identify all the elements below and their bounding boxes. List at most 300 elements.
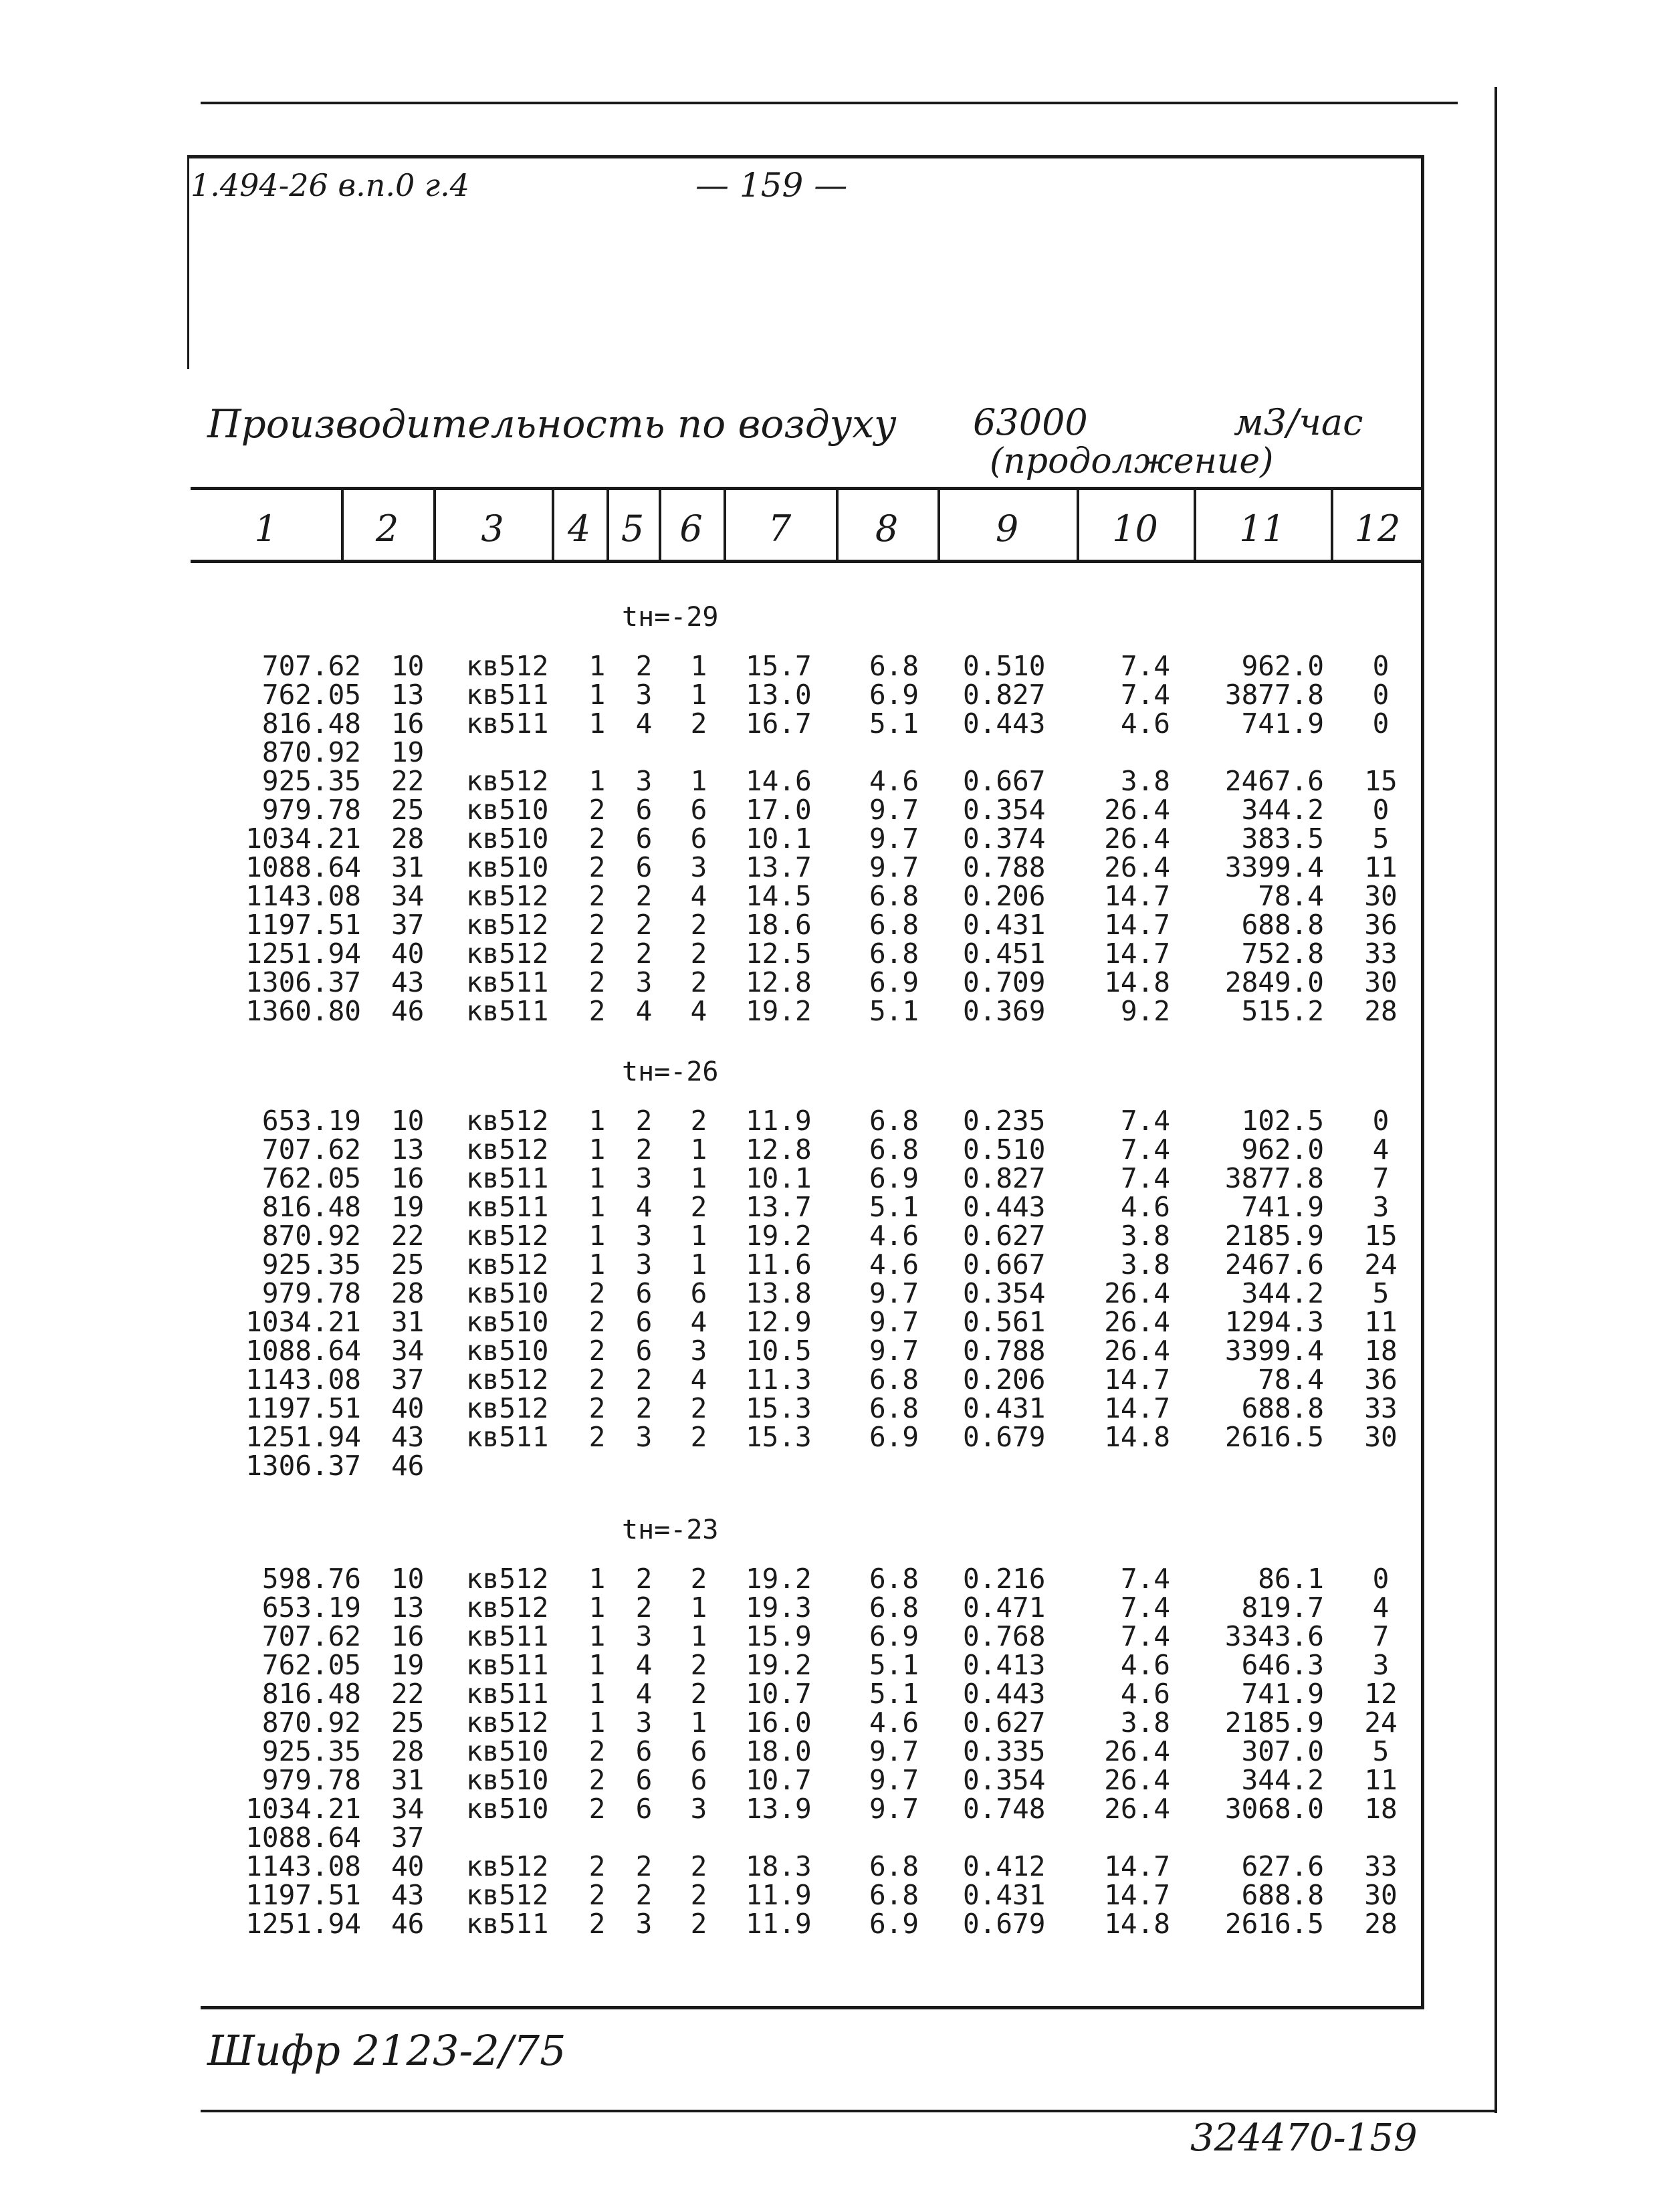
table-cell-col-4: 1 <box>588 1678 606 1710</box>
table-cell-col-6: 1 <box>690 1220 707 1252</box>
table-cell-col-3: кв510 <box>466 1306 549 1338</box>
table-cell-col-10: 7.4 <box>1120 1105 1170 1137</box>
table-cell-col-11: 2616.5 <box>1224 1421 1324 1453</box>
table-cell-col-1: 1251.94 <box>245 1908 361 1940</box>
table-cell-col-5: 2 <box>635 937 653 970</box>
table-cell-col-11: 78.4 <box>1258 880 1324 912</box>
table-cell-col-6: 2 <box>690 966 707 998</box>
table-cell-col-7: 13.7 <box>746 1191 812 1223</box>
table-cell-col-4: 1 <box>588 765 606 797</box>
table-cell-col-6: 1 <box>690 1620 707 1652</box>
table-cell-col-6: 1 <box>690 650 707 682</box>
table-cell-col-2: 13 <box>391 679 425 711</box>
table-cell-col-1: 1360.80 <box>245 995 361 1027</box>
table-cell-col-10: 4.6 <box>1120 1678 1170 1710</box>
table-cell-col-5: 2 <box>635 880 653 912</box>
table-cell-col-8: 9.7 <box>869 1793 919 1825</box>
table-cell-col-9: 0.335 <box>963 1735 1046 1767</box>
table-cell-col-4: 1 <box>588 1649 606 1681</box>
table-cell-col-6: 6 <box>690 794 707 826</box>
table-cell-col-11: 344.2 <box>1241 794 1324 826</box>
table-cell-col-5: 4 <box>635 1191 653 1223</box>
table-row <box>0 1250 1659 1279</box>
table-row <box>0 1565 1659 1593</box>
col-header-9: 9 <box>995 507 1019 550</box>
table-cell-col-7: 18.6 <box>746 909 812 941</box>
table-cell-col-6: 1 <box>690 1248 707 1281</box>
table-cell-col-11: 78.4 <box>1258 1363 1324 1396</box>
table-header-bottom-rule <box>191 560 1424 563</box>
table-cell-col-3: кв512 <box>466 909 549 941</box>
table-cell-col-9: 0.431 <box>963 909 1046 941</box>
table-cell-col-2: 16 <box>391 1620 425 1652</box>
table-cell-col-9: 0.748 <box>963 1793 1046 1825</box>
table-cell-col-8: 6.8 <box>869 1850 919 1882</box>
table-cell-col-2: 10 <box>391 650 425 682</box>
table-cell-col-10: 14.7 <box>1104 1392 1170 1424</box>
table-cell-col-9: 0.443 <box>963 1678 1046 1710</box>
table-row <box>0 1423 1659 1452</box>
table-cell-col-10: 7.4 <box>1120 1563 1170 1595</box>
table-cell-col-6: 1 <box>690 1591 707 1624</box>
table-cell-col-2: 31 <box>391 1764 425 1796</box>
table-cell-col-7: 11.9 <box>746 1908 812 1940</box>
table-cell-col-2: 34 <box>391 1793 425 1825</box>
table-cell-col-6: 2 <box>690 1649 707 1681</box>
table-cell-col-4: 2 <box>588 880 606 912</box>
table-cell-col-2: 25 <box>391 1248 425 1281</box>
table-cell-col-2: 25 <box>391 1706 425 1739</box>
table-cell-col-11: 344.2 <box>1241 1764 1324 1796</box>
table-cell-col-12: 15 <box>1364 1220 1398 1252</box>
cipher-code: Шифр 2123-2/75 <box>207 2026 566 2075</box>
table-cell-col-2: 22 <box>391 1678 425 1710</box>
frame-left-edge <box>187 155 189 369</box>
table-cell-col-5: 3 <box>635 1908 653 1940</box>
table-cell-col-1: 925.35 <box>261 1735 361 1767</box>
table-cell-col-8: 6.9 <box>869 1908 919 1940</box>
table-cell-col-9: 0.561 <box>963 1306 1046 1338</box>
table-cell-col-3: кв512 <box>466 1879 549 1911</box>
table-cell-col-10: 14.7 <box>1104 909 1170 941</box>
top-rule <box>201 102 1458 104</box>
table-cell-col-2: 34 <box>391 1335 425 1367</box>
table-cell-col-8: 6.8 <box>869 650 919 682</box>
table-cell-col-12: 0 <box>1372 1105 1390 1137</box>
table-cell-col-9: 0.443 <box>963 707 1046 740</box>
table-cell-col-10: 14.7 <box>1104 880 1170 912</box>
table-cell-col-7: 12.5 <box>746 937 812 970</box>
table-cell-col-1: 1034.21 <box>245 1793 361 1825</box>
continuation-note: (продолжение) <box>990 441 1274 481</box>
table-cell-col-8: 9.7 <box>869 1277 919 1309</box>
table-cell-col-9: 0.627 <box>963 1220 1046 1252</box>
table-cell-col-4: 2 <box>588 1392 606 1424</box>
doc-reference: 1.494-26 в.п.0 г.4 <box>191 167 470 203</box>
table-cell-col-9: 0.788 <box>963 851 1046 883</box>
table-cell-col-5: 3 <box>635 1706 653 1739</box>
table-cell-col-6: 6 <box>690 1277 707 1309</box>
table-cell-col-7: 13.9 <box>746 1793 812 1825</box>
table-cell-col-10: 3.8 <box>1120 1220 1170 1252</box>
table-cell-col-3: кв511 <box>466 1620 549 1652</box>
table-cell-col-11: 1294.3 <box>1224 1306 1324 1338</box>
table-cell-col-5: 2 <box>635 650 653 682</box>
table-cell-col-2: 10 <box>391 1105 425 1137</box>
table-row <box>0 1910 1659 1939</box>
table-cell-col-9: 0.354 <box>963 1764 1046 1796</box>
archive-number: 324470-159 <box>1190 2116 1418 2160</box>
table-cell-col-8: 4.6 <box>869 1248 919 1281</box>
table-cell-col-3: кв512 <box>466 1133 549 1166</box>
table-row <box>0 939 1659 968</box>
table-cell-col-7: 19.2 <box>746 995 812 1027</box>
frame-bottom <box>201 2006 1424 2009</box>
table-cell-col-9: 0.431 <box>963 1879 1046 1911</box>
table-cell-col-5: 2 <box>635 1105 653 1137</box>
table-cell-col-3: кв512 <box>466 1706 549 1739</box>
table-cell-col-5: 2 <box>635 1879 653 1911</box>
table-cell-col-6: 1 <box>690 1162 707 1194</box>
table-cell-col-8: 6.8 <box>869 1591 919 1624</box>
table-row <box>0 1680 1659 1708</box>
table-cell-col-1: 979.78 <box>261 794 361 826</box>
table-cell-col-10: 3.8 <box>1120 765 1170 797</box>
table-cell-col-10: 14.7 <box>1104 1879 1170 1911</box>
table-cell-col-4: 1 <box>588 1191 606 1223</box>
table-cell-col-7: 13.8 <box>746 1277 812 1309</box>
table-cell-col-4: 1 <box>588 1105 606 1137</box>
table-cell-col-8: 6.9 <box>869 1162 919 1194</box>
table-cell-col-5: 2 <box>635 909 653 941</box>
table-cell-col-12: 33 <box>1364 937 1398 970</box>
table-cell-col-3: кв511 <box>466 1162 549 1194</box>
table-row <box>0 1394 1659 1423</box>
table-cell-col-11: 646.3 <box>1241 1649 1324 1681</box>
table-cell-col-12: 11 <box>1364 1306 1398 1338</box>
table-row <box>0 1881 1659 1910</box>
table-cell-col-3: кв510 <box>466 1764 549 1796</box>
table-row <box>0 709 1659 738</box>
table-row <box>0 1651 1659 1680</box>
table-cell-col-3: кв511 <box>466 995 549 1027</box>
table-cell-col-1: 1088.64 <box>245 1821 361 1854</box>
table-cell-col-11: 307.0 <box>1241 1735 1324 1767</box>
table-cell-col-5: 6 <box>635 1735 653 1767</box>
table-cell-col-11: 627.6 <box>1241 1850 1324 1882</box>
table-cell-col-4: 2 <box>588 1735 606 1767</box>
table-cell-col-9: 0.443 <box>963 1191 1046 1223</box>
col-header-1: 1 <box>254 507 278 550</box>
table-cell-col-5: 2 <box>635 1392 653 1424</box>
table-cell-col-5: 2 <box>635 1850 653 1882</box>
table-cell-col-1: 925.35 <box>261 765 361 797</box>
table-cell-col-9: 0.369 <box>963 995 1046 1027</box>
table-cell-col-6: 2 <box>690 909 707 941</box>
table-cell-col-10: 14.7 <box>1104 1850 1170 1882</box>
table-cell-col-5: 2 <box>635 1363 653 1396</box>
table-cell-col-2: 19 <box>391 736 425 768</box>
table-cell-col-7: 11.6 <box>746 1248 812 1281</box>
table-cell-col-12: 3 <box>1372 1649 1390 1681</box>
table-cell-col-7: 13.0 <box>746 679 812 711</box>
table-cell-col-8: 9.7 <box>869 1735 919 1767</box>
table-row <box>0 767 1659 796</box>
table-row <box>0 1593 1659 1622</box>
table-cell-col-1: 1034.21 <box>245 1306 361 1338</box>
table-cell-col-4: 2 <box>588 1421 606 1453</box>
table-cell-col-11: 741.9 <box>1241 1678 1324 1710</box>
table-cell-col-6: 2 <box>690 1191 707 1223</box>
table-cell-col-10: 4.6 <box>1120 1649 1170 1681</box>
page-title: Производительность по воздуху <box>207 401 897 447</box>
table-cell-col-5: 3 <box>635 1162 653 1194</box>
table-cell-col-9: 0.431 <box>963 1392 1046 1424</box>
table-cell-col-3: кв511 <box>466 1908 549 1940</box>
table-cell-col-11: 2849.0 <box>1224 966 1324 998</box>
table-cell-col-7: 15.7 <box>746 650 812 682</box>
table-cell-col-2: 22 <box>391 1220 425 1252</box>
table-cell-col-12: 4 <box>1372 1591 1390 1624</box>
table-cell-col-2: 43 <box>391 966 425 998</box>
table-cell-col-12: 4 <box>1372 1133 1390 1166</box>
table-cell-col-10: 7.4 <box>1120 650 1170 682</box>
table-cell-col-7: 10.7 <box>746 1764 812 1796</box>
table-cell-col-12: 30 <box>1364 966 1398 998</box>
table-cell-col-7: 19.2 <box>746 1563 812 1595</box>
table-cell-col-5: 6 <box>635 822 653 855</box>
table-cell-col-3: кв511 <box>466 679 549 711</box>
table-cell-col-11: 383.5 <box>1241 822 1324 855</box>
table-cell-col-7: 11.3 <box>746 1363 812 1396</box>
table-cell-col-9: 0.354 <box>963 1277 1046 1309</box>
table-cell-col-8: 6.8 <box>869 1392 919 1424</box>
table-cell-col-11: 819.7 <box>1241 1591 1324 1624</box>
table-cell-col-8: 9.7 <box>869 1335 919 1367</box>
table-cell-col-6: 1 <box>690 1706 707 1739</box>
table-cell-col-12: 3 <box>1372 1191 1390 1223</box>
table-cell-col-9: 0.354 <box>963 794 1046 826</box>
table-cell-col-5: 2 <box>635 1591 653 1624</box>
table-cell-col-3: кв512 <box>466 1248 549 1281</box>
table-cell-col-5: 2 <box>635 1133 653 1166</box>
table-cell-col-2: 10 <box>391 1563 425 1595</box>
table-row <box>0 1365 1659 1394</box>
table-cell-col-8: 5.1 <box>869 995 919 1027</box>
table-cell-col-7: 15.3 <box>746 1392 812 1424</box>
table-cell-col-10: 7.4 <box>1120 1620 1170 1652</box>
table-cell-col-8: 5.1 <box>869 1678 919 1710</box>
table-cell-col-9: 0.471 <box>963 1591 1046 1624</box>
table-cell-col-2: 43 <box>391 1879 425 1911</box>
table-cell-col-10: 26.4 <box>1104 822 1170 855</box>
table-cell-col-2: 13 <box>391 1133 425 1166</box>
table-cell-col-7: 17.0 <box>746 794 812 826</box>
table-cell-col-12: 0 <box>1372 650 1390 682</box>
table-row <box>0 1766 1659 1795</box>
table-cell-col-3: кв512 <box>466 1220 549 1252</box>
table-cell-col-2: 31 <box>391 1306 425 1338</box>
table-cell-col-3: кв512 <box>466 1591 549 1624</box>
table-cell-col-9: 0.667 <box>963 765 1046 797</box>
table-cell-col-6: 3 <box>690 1335 707 1367</box>
section-label: tн=-29 <box>622 602 719 633</box>
col-header-12: 12 <box>1354 507 1401 550</box>
table-row <box>0 1795 1659 1823</box>
table-row <box>0 681 1659 709</box>
table-cell-col-12: 11 <box>1364 1764 1398 1796</box>
table-cell-col-12: 18 <box>1364 1793 1398 1825</box>
table-cell-col-6: 1 <box>690 765 707 797</box>
table-cell-col-4: 1 <box>588 1563 606 1595</box>
table-cell-col-4: 2 <box>588 1277 606 1309</box>
table-cell-col-6: 2 <box>690 937 707 970</box>
table-cell-col-12: 0 <box>1372 794 1390 826</box>
table-cell-col-1: 762.05 <box>261 1649 361 1681</box>
table-cell-col-10: 4.6 <box>1120 707 1170 740</box>
table-cell-col-2: 40 <box>391 1850 425 1882</box>
table-cell-col-1: 598.76 <box>261 1563 361 1595</box>
table-cell-col-8: 6.8 <box>869 1563 919 1595</box>
table-cell-col-8: 6.8 <box>869 1879 919 1911</box>
table-cell-col-12: 5 <box>1372 1735 1390 1767</box>
table-cell-col-10: 7.4 <box>1120 679 1170 711</box>
col-header-2: 2 <box>375 507 399 550</box>
table-cell-col-7: 18.0 <box>746 1735 812 1767</box>
table-row <box>0 968 1659 997</box>
table-cell-col-7: 10.7 <box>746 1678 812 1710</box>
table-cell-col-12: 33 <box>1364 1392 1398 1424</box>
table-cell-col-1: 1306.37 <box>245 1450 361 1482</box>
table-cell-col-4: 1 <box>588 1706 606 1739</box>
table-cell-col-5: 6 <box>635 851 653 883</box>
frame-top <box>187 155 1424 158</box>
table-cell-col-7: 10.5 <box>746 1335 812 1367</box>
table-cell-col-2: 16 <box>391 1162 425 1194</box>
table-cell-col-2: 40 <box>391 937 425 970</box>
table-cell-col-1: 1088.64 <box>245 851 361 883</box>
table-cell-col-1: 1088.64 <box>245 1335 361 1367</box>
table-cell-col-12: 12 <box>1364 1678 1398 1710</box>
table-cell-col-4: 1 <box>588 1220 606 1252</box>
table-cell-col-8: 5.1 <box>869 1649 919 1681</box>
table-cell-col-4: 2 <box>588 1306 606 1338</box>
table-cell-col-9: 0.627 <box>963 1706 1046 1739</box>
table-cell-col-1: 1251.94 <box>245 937 361 970</box>
table-row <box>0 652 1659 681</box>
col-header-4: 4 <box>567 507 591 550</box>
table-cell-col-5: 3 <box>635 1248 653 1281</box>
table-cell-col-11: 515.2 <box>1241 995 1324 1027</box>
table-cell-col-7: 12.8 <box>746 966 812 998</box>
table-cell-col-11: 2467.6 <box>1224 765 1324 797</box>
table-cell-col-3: кв512 <box>466 1105 549 1137</box>
table-cell-col-12: 0 <box>1372 1563 1390 1595</box>
table-cell-col-11: 752.8 <box>1241 937 1324 970</box>
table-row <box>0 1708 1659 1737</box>
table-cell-col-7: 16.0 <box>746 1706 812 1739</box>
table-cell-col-1: 1197.51 <box>245 1879 361 1911</box>
table-cell-col-4: 2 <box>588 1793 606 1825</box>
table-cell-col-9: 0.510 <box>963 650 1046 682</box>
table-cell-col-7: 19.2 <box>746 1220 812 1252</box>
table-cell-col-11: 3068.0 <box>1224 1793 1324 1825</box>
table-row <box>0 738 1659 767</box>
table-cell-col-10: 14.8 <box>1104 1421 1170 1453</box>
table-cell-col-1: 816.48 <box>261 707 361 740</box>
table-cell-col-12: 0 <box>1372 707 1390 740</box>
page-number: — 159 — <box>695 166 848 205</box>
col-header-6: 6 <box>679 507 703 550</box>
table-cell-col-5: 4 <box>635 1678 653 1710</box>
table-cell-col-10: 14.8 <box>1104 1908 1170 1940</box>
table-cell-col-10: 7.4 <box>1120 1162 1170 1194</box>
table-cell-col-12: 18 <box>1364 1335 1398 1367</box>
table-cell-col-4: 2 <box>588 1335 606 1367</box>
table-cell-col-6: 2 <box>690 1105 707 1137</box>
table-cell-col-8: 6.8 <box>869 880 919 912</box>
table-cell-col-7: 18.3 <box>746 1850 812 1882</box>
table-cell-col-6: 6 <box>690 1764 707 1796</box>
outer-bottom <box>201 2110 1497 2112</box>
table-cell-col-5: 3 <box>635 679 653 711</box>
table-cell-col-12: 5 <box>1372 1277 1390 1309</box>
table-cell-col-6: 2 <box>690 1421 707 1453</box>
table-cell-col-2: 37 <box>391 909 425 941</box>
table-row <box>0 1337 1659 1365</box>
table-cell-col-10: 7.4 <box>1120 1133 1170 1166</box>
table-cell-col-6: 2 <box>690 1850 707 1882</box>
table-cell-col-3: кв511 <box>466 1649 549 1681</box>
col-header-7: 7 <box>768 507 792 550</box>
table-cell-col-12: 7 <box>1372 1620 1390 1652</box>
table-cell-col-1: 1143.08 <box>245 880 361 912</box>
table-cell-col-11: 2467.6 <box>1224 1248 1324 1281</box>
table-cell-col-1: 707.62 <box>261 1133 361 1166</box>
table-cell-col-11: 3877.8 <box>1224 679 1324 711</box>
table-cell-col-8: 6.8 <box>869 937 919 970</box>
table-row <box>0 824 1659 853</box>
table-cell-col-9: 0.679 <box>963 1421 1046 1453</box>
table-cell-col-3: кв512 <box>466 937 549 970</box>
table-cell-col-12: 30 <box>1364 880 1398 912</box>
table-cell-col-11: 688.8 <box>1241 1392 1324 1424</box>
table-row <box>0 1107 1659 1135</box>
table-cell-col-8: 6.9 <box>869 966 919 998</box>
table-cell-col-8: 9.7 <box>869 1764 919 1796</box>
table-row <box>0 882 1659 911</box>
table-cell-col-2: 16 <box>391 707 425 740</box>
table-cell-col-5: 3 <box>635 765 653 797</box>
table-cell-col-12: 11 <box>1364 851 1398 883</box>
table-cell-col-3: кв510 <box>466 851 549 883</box>
table-cell-col-12: 7 <box>1372 1162 1390 1194</box>
table-cell-col-6: 1 <box>690 679 707 711</box>
table-cell-col-8: 6.9 <box>869 1620 919 1652</box>
table-cell-col-1: 1143.08 <box>245 1850 361 1882</box>
table-cell-col-8: 4.6 <box>869 1706 919 1739</box>
table-cell-col-4: 1 <box>588 1248 606 1281</box>
table-row <box>0 1452 1659 1480</box>
table-cell-col-11: 3877.8 <box>1224 1162 1324 1194</box>
table-cell-col-2: 31 <box>391 851 425 883</box>
table-cell-col-3: кв510 <box>466 794 549 826</box>
table-cell-col-5: 6 <box>635 794 653 826</box>
table-cell-col-1: 870.92 <box>261 736 361 768</box>
table-cell-col-4: 2 <box>588 851 606 883</box>
table-cell-col-7: 10.1 <box>746 1162 812 1194</box>
table-header-top-rule <box>191 487 1424 490</box>
